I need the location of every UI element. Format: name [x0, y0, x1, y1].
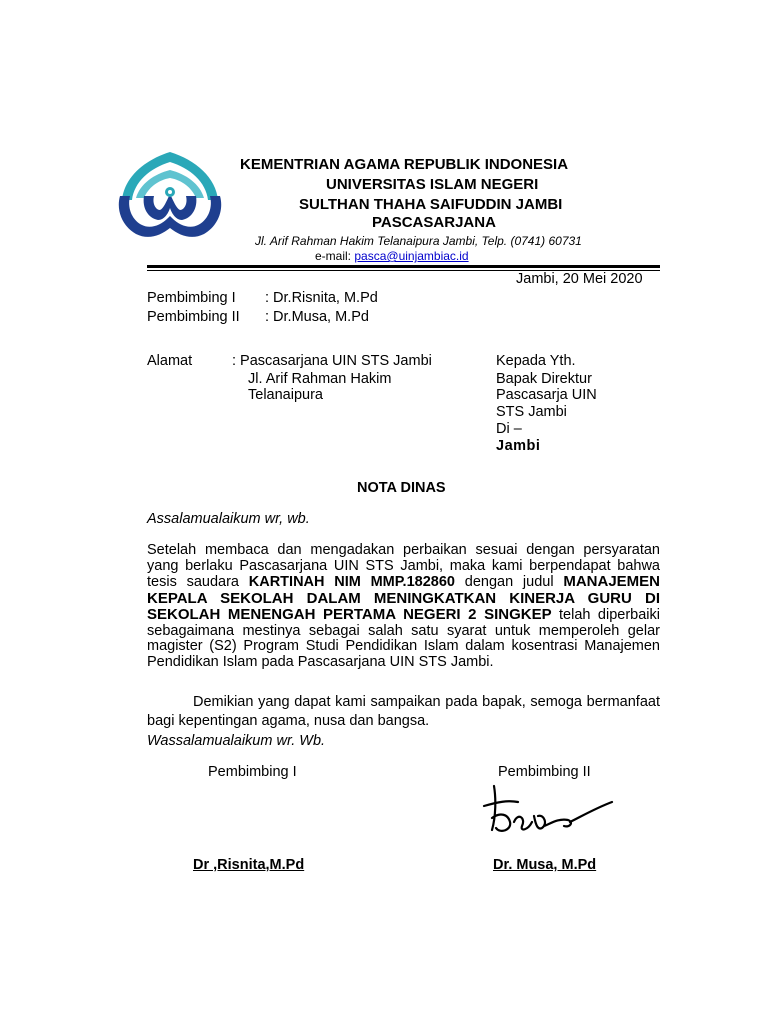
pembimbing-2-label: Pembimbing II: [147, 309, 240, 325]
signature-right-title: Pembimbing II: [498, 764, 591, 780]
header-university: UNIVERSITAS ISLAM NEGERI: [326, 176, 539, 193]
email-link[interactable]: pasca@uinjambiac.id: [354, 249, 469, 263]
handwritten-signature-icon: [478, 778, 618, 850]
student-name: KARTINAH NIM MMP.182860: [248, 574, 455, 590]
signature-left-name: Dr ,Risnita,M.Pd: [193, 857, 305, 873]
header-email-row: [315, 249, 469, 263]
body-text-b: dengan judul: [454, 574, 564, 590]
recipient-line-5: Di –: [496, 421, 522, 437]
body-paragraph-2: Demikian yang dapat kami sampaikan pada bapak, semoga bermanfaat bagi kepentingan agama, nusa dan bangsa.: [147, 694, 660, 729]
pembimbing-1-label: Pembimbing I: [147, 290, 236, 306]
signature-right-name: Dr. Musa, M.Pd: [493, 857, 597, 873]
alamat-line-3: Telanaipura: [248, 387, 323, 403]
body-text-c: telah diperbaiki sebagaimana mestinya sebagai salah satu syarat untuk memperoleh gelar magister (S2) Program Studi Pendidikan Islam dalam kosentrasi Manajemen Pendidikan Islam pada Pascasarjana UIN STS Jambi.: [147, 607, 660, 670]
letter-date: Jambi, 20 Mei 2020: [516, 271, 643, 287]
alamat-line-1: : Pascasarjana UIN STS Jambi: [232, 353, 432, 369]
alamat-label: Alamat: [147, 353, 193, 369]
email-label: e-mail:: [315, 249, 352, 263]
header-address: Jl. Arif Rahman Hakim Telanaipura Jambi, Telp. (0741) 60731: [255, 234, 582, 248]
signature-left-title: Pembimbing I: [208, 764, 297, 780]
recipient-line-6: Jambi: [496, 438, 541, 454]
thesis-title: MANAJEMEN KEPALA SEKOLAH DALAM MENINGKATKAN KINERJA GURU DI SEKOLAH MENENGAH PERTAMA NEGERI 2 SINGKEP: [147, 573, 661, 623]
header-rule-thick: [147, 265, 660, 268]
pembimbing-2-value: : Dr.Musa, M.Pd: [265, 309, 369, 325]
body-text-a: Setelah membaca dan mengadakan perbaikan sesuai dengan persyaratan yang berlaku Pascasarjana UIN STS Jambi, maka kami berpendapat bahwa tesis saudara: [147, 542, 660, 590]
header-university-name: SULTHAN THAHA SAIFUDDIN JAMBI: [299, 196, 563, 213]
closing: Wassalamualaikum wr. Wb.: [147, 733, 326, 749]
document-title: NOTA DINAS: [357, 480, 446, 496]
body-paragraph-1: [147, 543, 660, 670]
greeting: Assalamualaikum wr, wb.: [147, 511, 310, 527]
alamat-line-2: Jl. Arif Rahman Hakim: [248, 371, 392, 387]
recipient-line-2: Bapak Direktur: [496, 371, 592, 387]
header-ministry: KEMENTRIAN AGAMA REPUBLIK INDONESIA: [240, 156, 569, 173]
recipient-line-1: Kepada Yth.: [496, 353, 576, 369]
header-faculty: PASCASARJANA: [372, 214, 496, 231]
university-logo-icon: [114, 148, 226, 243]
pembimbing-1-value: : Dr.Risnita, M.Pd: [265, 290, 378, 306]
recipient-line-4: STS Jambi: [496, 404, 567, 420]
recipient-line-3: Pascasarja UIN: [496, 387, 597, 403]
